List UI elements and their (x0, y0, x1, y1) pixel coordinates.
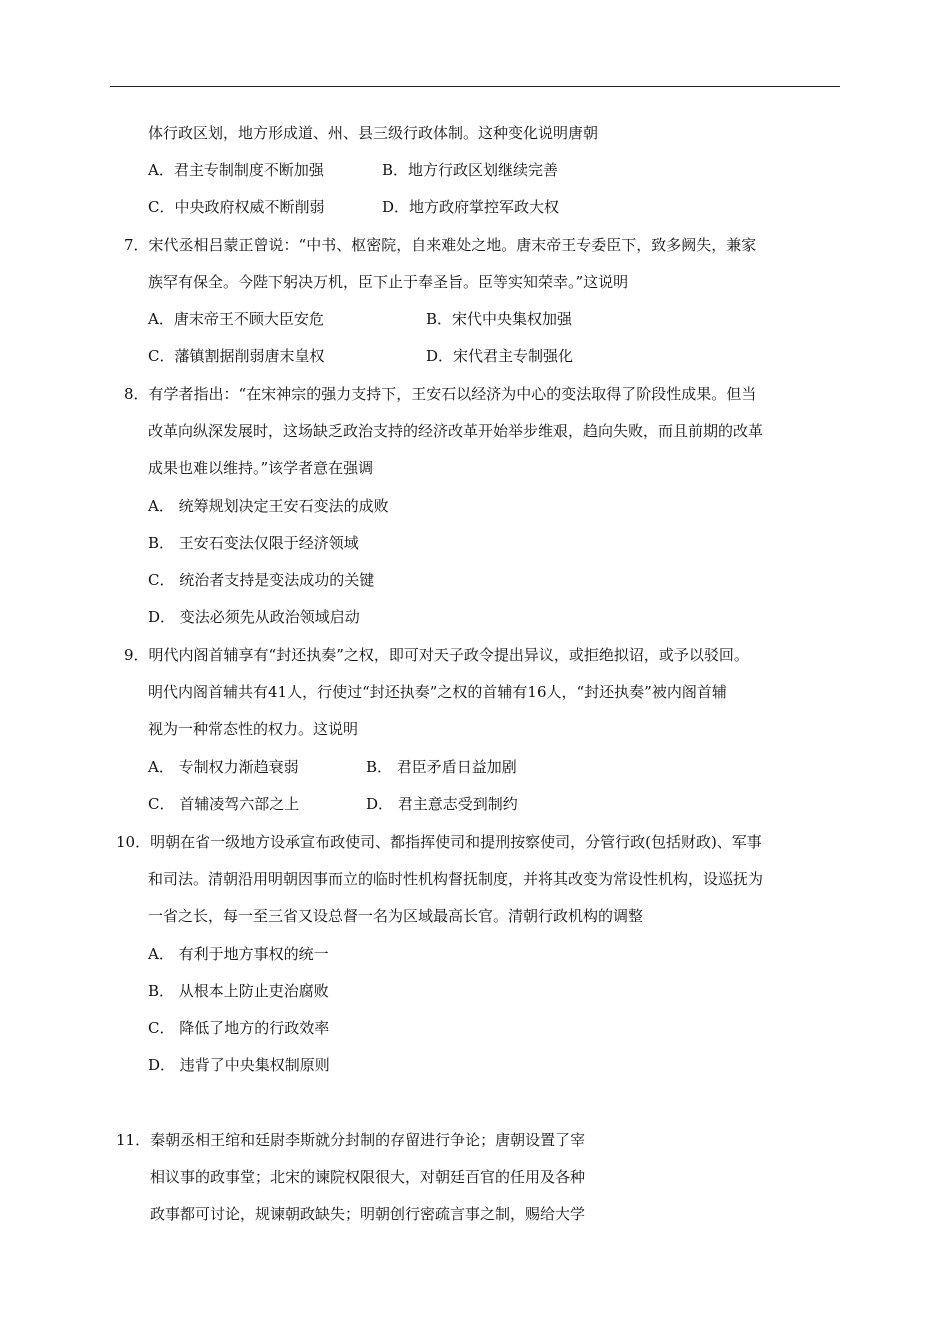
q10-option-a: A． 有利于地方事权的统一 (148, 945, 329, 963)
q7-option-a: A．唐末帝王不顾大臣安危 (148, 310, 324, 328)
q6-option-c: C．中央政府权威不断削弱 (148, 198, 325, 216)
q11-stem-line-1: 11．秦朝丞相王绾和廷尉李斯就分封制的存留进行争论；唐朝设置了宰 (116, 1131, 586, 1149)
q6-option-d: D．地方政府掌控军政大权 (382, 198, 560, 216)
q8-option-b: B． 王安石变法仅限于经济领域 (148, 534, 359, 552)
q9-option-d: D． 君主意志受到制约 (366, 795, 518, 813)
q8-stem-line-3: 成果也难以维持。”该学者意在强调 (148, 459, 374, 477)
q10-option-d: D． 违背了中央集权制原则 (148, 1056, 330, 1074)
q7-stem-line-2: 族罕有保全。今陛下躬决万机，臣下止于奉圣旨。臣等实知荣幸。”这说明 (148, 273, 629, 291)
q10-stem-line-2: 和司法。清朝沿用明朝因事而立的临时性机构督抚制度，并将其改变为常设性机构，设巡抚为 (148, 870, 764, 888)
q9-stem-line-3: 视为一种常态性的权力。这说明 (148, 720, 359, 738)
q6-option-a: A．君主专制制度不断加强 (148, 161, 324, 179)
q9-stem-line-1: 9．明代内阁首辅享有“封还执奏”之权，即可对天子政令提出异议，或拒绝拟诏，或予以驳回。 (124, 646, 749, 664)
header-rule (110, 86, 840, 87)
q8-stem-line-2: 改革向纵深发展时，这场缺乏政治支持的经济改革开始举步维艰，趋向失败，而且前期的改革 (148, 422, 764, 440)
q9-stem-line-2: 明代内阁首辅共有41人，行使过“封还执奏”之权的首辅有16人，“封还执奏”被内阁首辅 (148, 683, 727, 701)
q11-stem-line-3: 政事都可讨论，规谏朝政缺失；明朝创行密疏言事之制，赐给大学 (150, 1205, 586, 1223)
q7-option-c: C．藩镇割据削弱唐末皇权 (148, 347, 325, 365)
q7-option-b: B．宋代中央集权加强 (426, 310, 573, 328)
q8-stem-line-1: 8．有学者指出：“在宋神宗的强力支持下，王安石以经济为中心的变法取得了阶段性成果。但当 (124, 385, 757, 403)
q9-option-b: B． 君臣矛盾日益加剧 (366, 758, 517, 776)
q8-option-c: C． 统治者支持是变法成功的关键 (148, 571, 375, 589)
q10-option-b: B． 从根本上防止吏治腐败 (148, 982, 329, 1000)
q10-option-c: C． 降低了地方的行政效率 (148, 1019, 330, 1037)
q11-stem-line-2: 相议事的政事堂；北宋的谏院权限很大，对朝廷百官的任用及各种 (150, 1168, 586, 1186)
q6-option-b: B．地方行政区划继续完善 (382, 161, 559, 179)
q9-option-a: A． 专制权力渐趋衰弱 (148, 758, 299, 776)
q8-option-a: A． 统筹规划决定王安石变法的成败 (148, 497, 389, 515)
q6-stem-tail: 体行政区划，地方形成道、州、县三级行政体制。这种变化说明唐朝 (148, 124, 599, 142)
q10-stem-line-3: 一省之长，每一至三省又设总督一名为区域最高长官。清朝行政机构的调整 (148, 907, 644, 925)
q7-stem-line-1: 7．宋代丞相吕蒙正曾说：“中书、枢密院，自来难处之地。唐末帝王专委臣下，致多阙失，兼家 (124, 236, 757, 254)
q7-option-d: D．宋代君主专制强化 (426, 347, 574, 365)
q8-option-d: D． 变法必须先从政治领域启动 (148, 608, 360, 626)
q10-stem-line-1: 10．明朝在省一级地方设承宣布政使司、都指挥使司和提刑按察使司，分管行政(包括财政)、军事 (116, 833, 762, 851)
q9-option-c: C． 首辅凌驾六部之上 (148, 795, 300, 813)
